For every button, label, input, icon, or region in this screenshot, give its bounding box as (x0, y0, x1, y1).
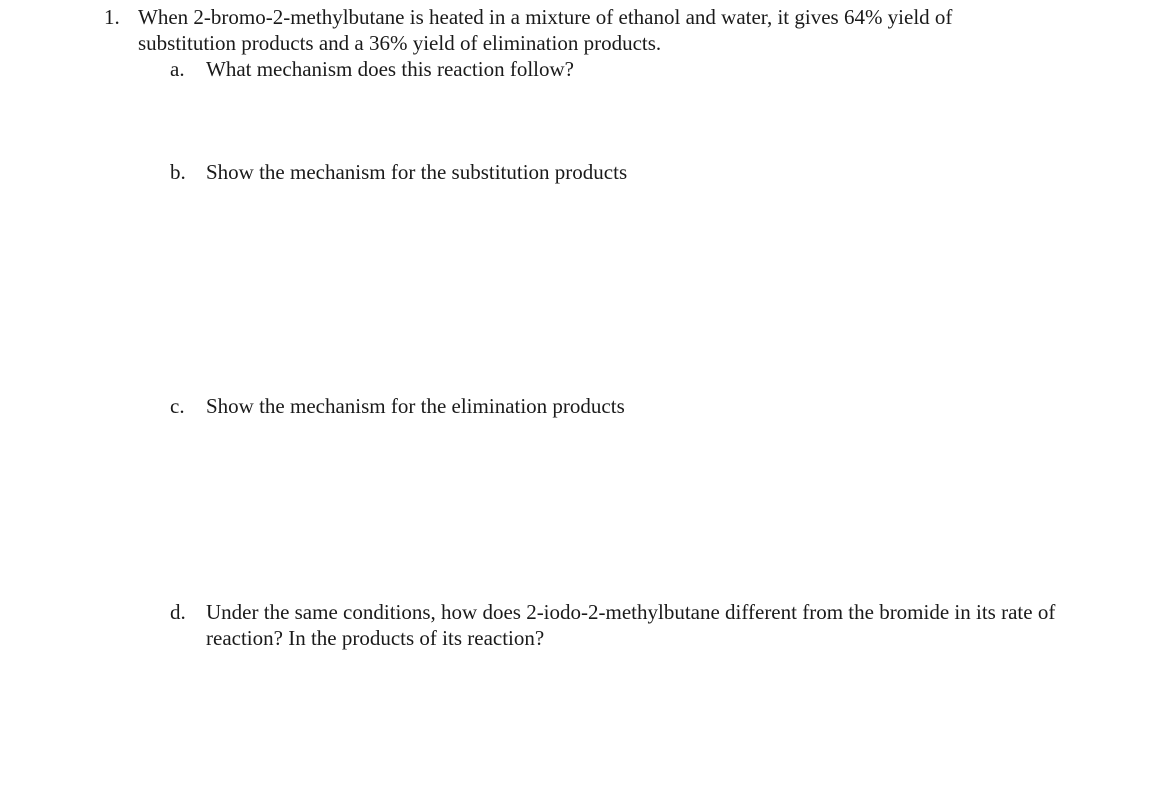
part-a-letter: a. (170, 57, 185, 81)
part-c-letter: c. (170, 394, 185, 418)
part-c-text: Show the mechanism for the elimination products (206, 394, 625, 418)
part-b-letter: b. (170, 160, 186, 184)
question-number: 1. (104, 5, 120, 29)
part-b-text: Show the mechanism for the substitution products (206, 160, 628, 184)
question-text: When 2-bromo-2-methylbutane is heated in a mixture of ethanol and water, it gives 64% yield of substitution products and a 36% yield of elimination products. (138, 5, 953, 55)
part-d-text: Under the same conditions, how does 2-iodo-2-methylbutane different from the bromide in its rate of reaction? In the products of its reaction? (206, 600, 1056, 650)
part-a-text: What mechanism does this reaction follow? (206, 57, 574, 81)
part-d-letter: d. (170, 600, 186, 624)
